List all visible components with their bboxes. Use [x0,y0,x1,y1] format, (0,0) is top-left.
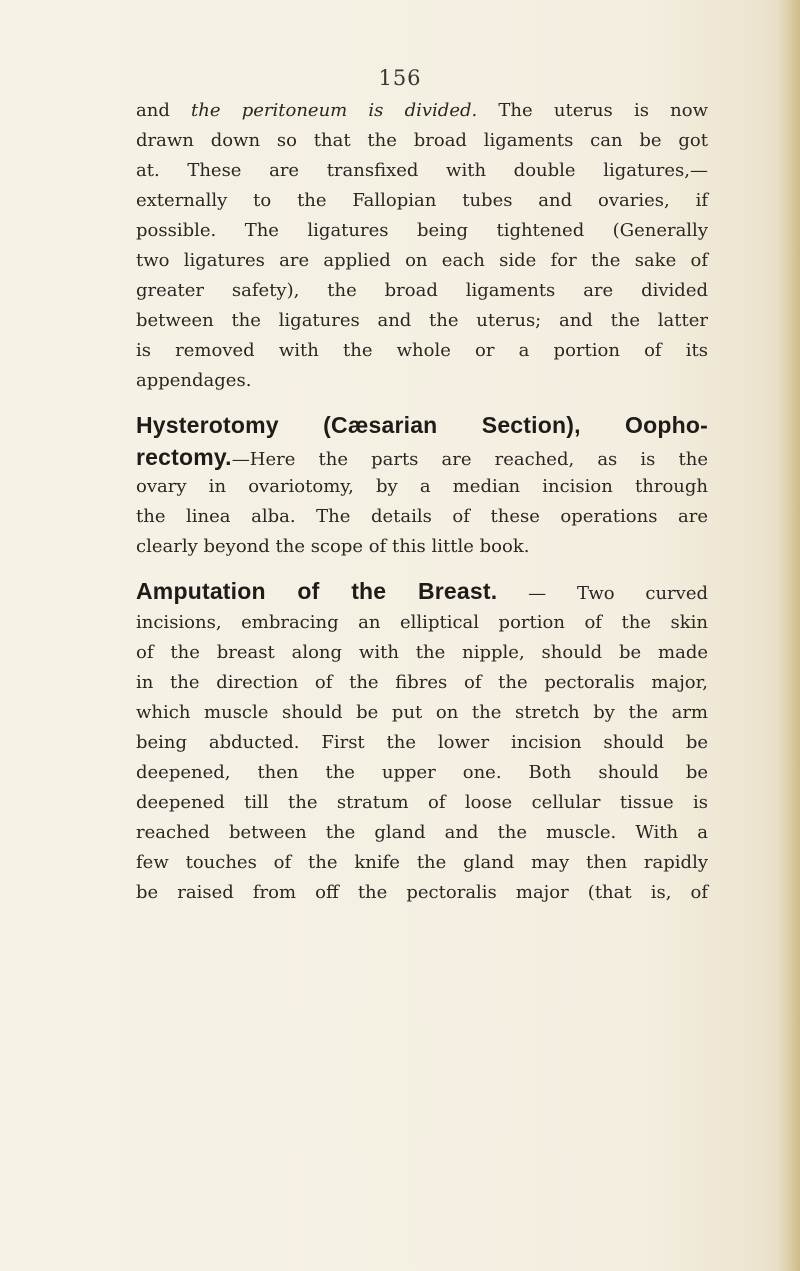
text-line: few touches of the knife the gland may then rapidly [136,852,708,873]
text-line: the linea alba. The details of these operations are [136,506,708,527]
text-line: rectomy.—Here the parts are reached, as is the [136,444,708,470]
text-line: is removed with the whole or a portion of its [136,340,708,361]
text-line: deepened, then the upper one. Both should be [136,762,708,783]
text-line: between the ligatures and the uterus; and the latter [136,310,708,331]
text-line: of the breast along with the nipple, should be made [136,642,708,663]
paragraph-ligatures [136,96,708,396]
page-body [136,96,708,908]
section-heading-continued: rectomy. [136,444,232,470]
text-line: two ligatures are applied on each side for the sake of [136,250,708,271]
text-line: possible. The ligatures being tightened (Generally [136,220,708,241]
text-line: at. These are transfixed with double ligatures,— [136,160,708,181]
section-amputation-breast [136,574,708,908]
text-line: incisions, embracing an elliptical portion of the skin [136,612,708,633]
text-line: reached between the gland and the muscle. With a [136,822,708,843]
page-number: 156 [378,66,422,90]
text-line: which muscle should be put on the stretch by the arm [136,702,708,723]
text-line: be raised from off the pectoralis major (that is, of [136,882,708,903]
italic-phrase: the peritoneum is divided. [191,100,478,121]
section-hysterotomy [136,408,708,562]
section-heading-line [136,408,708,442]
text-line: appendages. [136,370,252,391]
text-line: deepened till the stratum of loose cellular tissue is [136,792,708,813]
section-heading: Amputation of the Breast. [136,578,498,604]
text-line: clearly beyond the scope of this little book. [136,536,530,557]
text-line: drawn down so that the broad ligaments can be got [136,130,708,151]
text-line: and the peritoneum is divided. The uterus is now [136,100,708,121]
section-heading: Hysterotomy (Cæsarian Section), Oopho- [136,412,708,438]
text-line: ovary in ovariotomy, by a median incision through [136,476,708,497]
text-line: Amputation of the Breast. — Two curved [136,578,708,604]
text-line: externally to the Fallopian tubes and ovaries, if [136,190,708,211]
text-line: being abducted. First the lower incision should be [136,732,708,753]
text-line: greater safety), the broad ligaments are divided [136,280,708,301]
text-line: in the direction of the fibres of the pectoralis major, [136,672,708,693]
page-edge-shading [778,0,800,1271]
